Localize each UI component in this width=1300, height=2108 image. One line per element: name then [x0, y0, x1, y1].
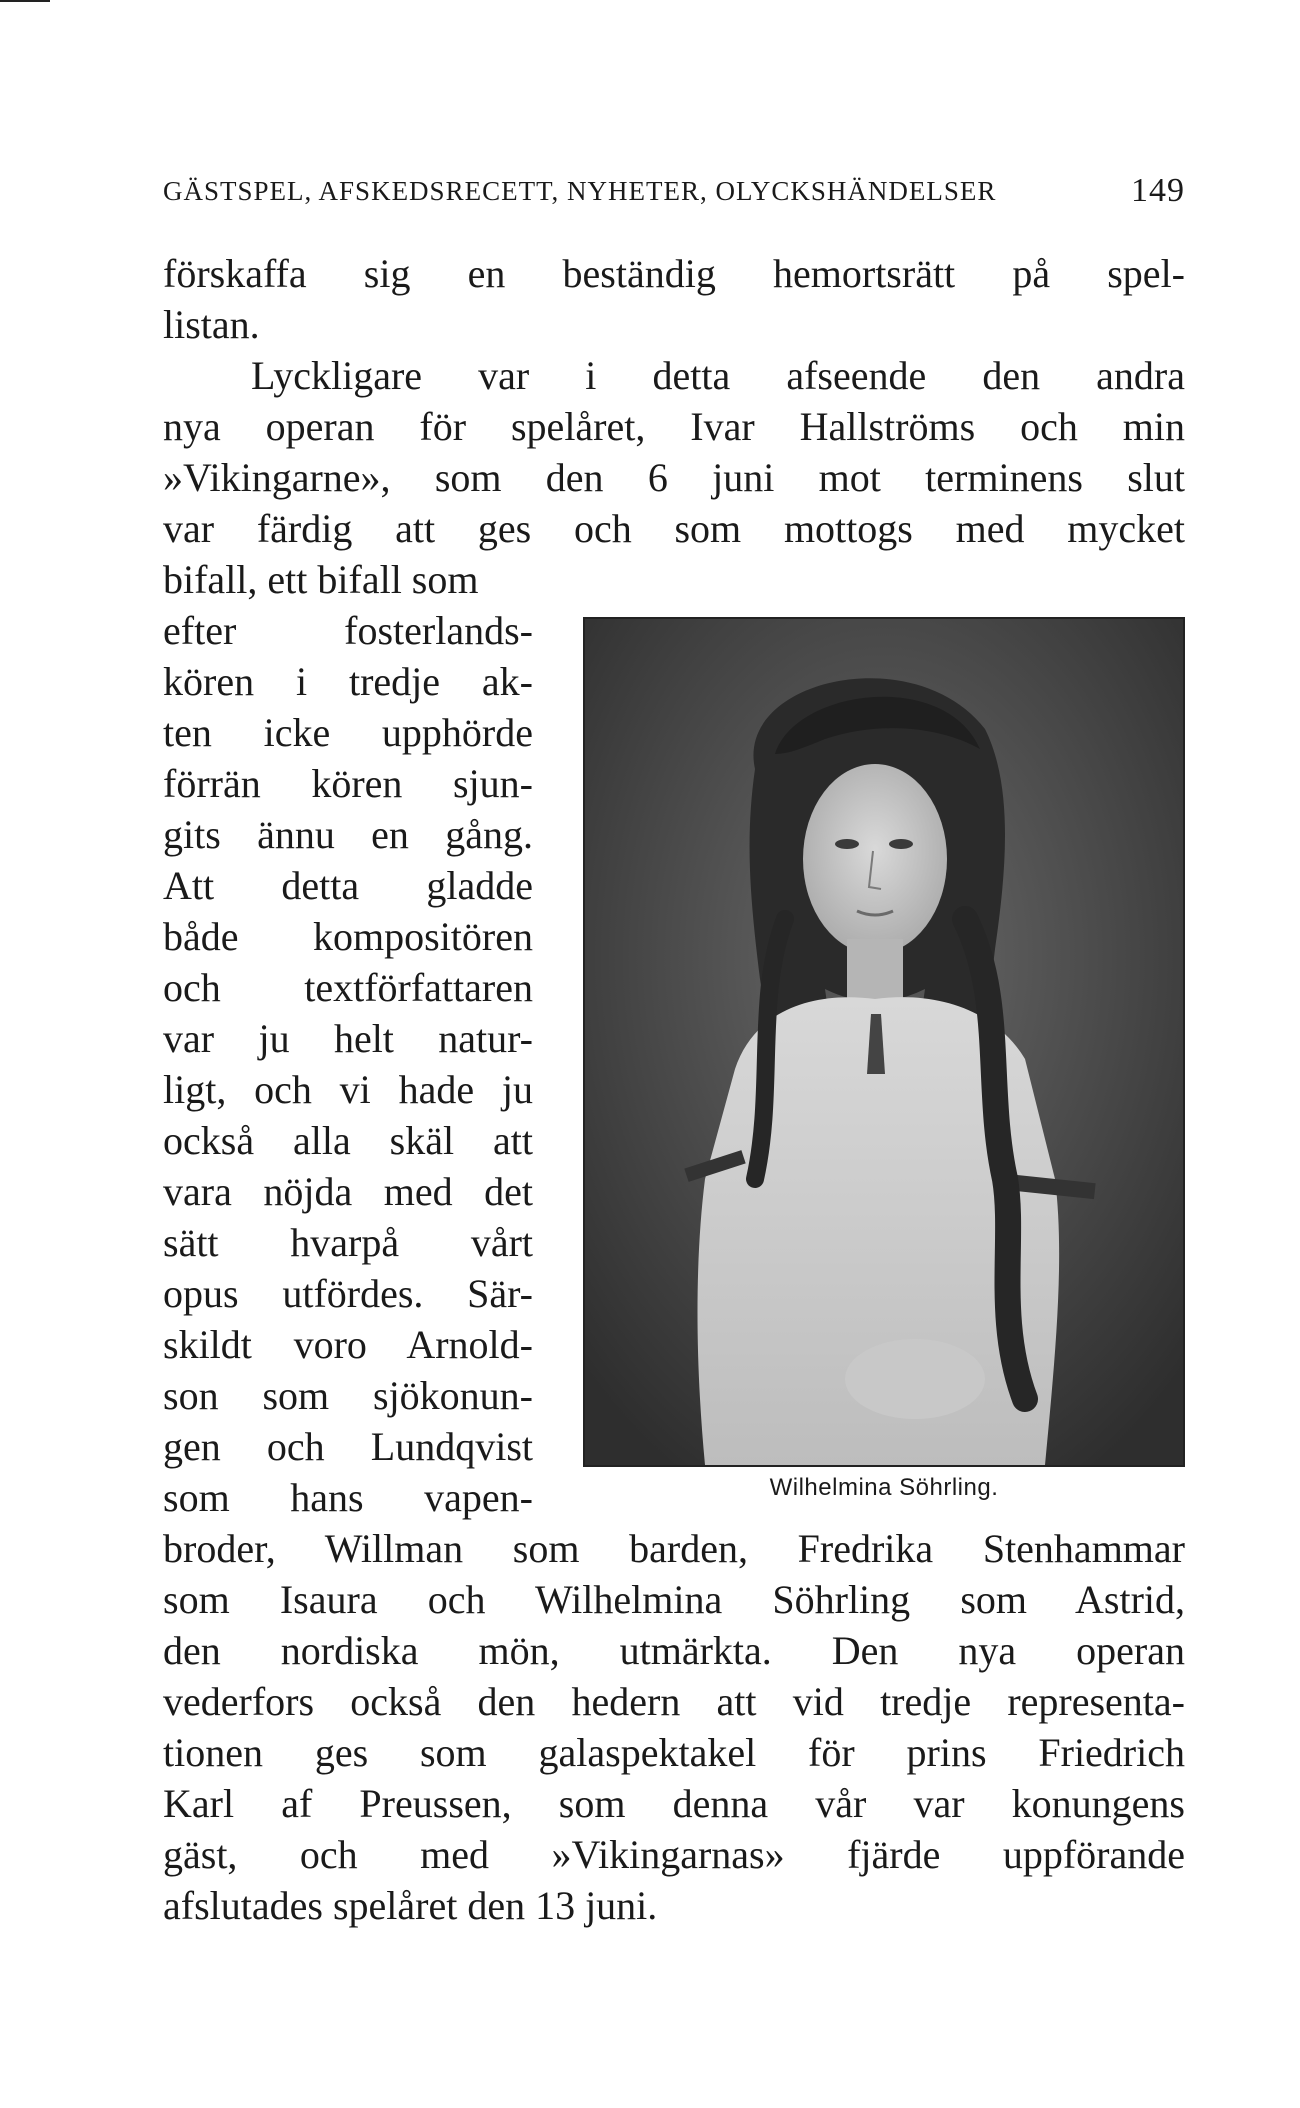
text-line: ten icke upphörde	[163, 710, 533, 755]
text-line: också alla skäl att	[163, 1118, 533, 1163]
portrait-photo	[583, 617, 1185, 1467]
text-line: som hans vapen-	[163, 1475, 533, 1520]
text-line: Lyckligare var i detta afseende den andra	[251, 353, 1185, 398]
text-line: vederfors också den hedern att vid tredje representa-	[163, 1679, 1185, 1724]
text-line: som Isaura och Wilhelmina Söhrling som Astrid,	[163, 1577, 1185, 1622]
text-line: skildt voro Arnold-	[163, 1322, 533, 1367]
text-line: ligt, och vi hade ju	[163, 1067, 533, 1112]
text-line: förrän kören sjun-	[163, 761, 533, 806]
top-rule	[0, 0, 50, 2]
text-line: son som sjökonun-	[163, 1373, 533, 1418]
text-line: bifall, ett bifall som	[163, 557, 479, 602]
text-line: gäst, och med »Vikingarnas» fjärde uppförande	[163, 1832, 1185, 1877]
text-line: förskaffa sig en beständig hemortsrätt på spel-	[163, 251, 1185, 296]
text-line: sätt hvarpå vårt	[163, 1220, 533, 1265]
text-line: kören i tredje ak-	[163, 659, 533, 704]
running-head-title: GÄSTSPEL, AFSKEDSRECETT, NYHETER, OLYCKSHÄNDELSER	[163, 176, 997, 206]
text-line: den nordiska mön, utmärkta. Den nya operan	[163, 1628, 1185, 1673]
text-line: vara nöjda med det	[163, 1169, 533, 1214]
text-line: gen och Lundqvist	[163, 1424, 533, 1469]
text-line: afslutades spelåret den 13 juni.	[163, 1883, 658, 1928]
text-line: nya operan för spelåret, Ivar Hallströms och min	[163, 404, 1185, 449]
figure-caption: Wilhelmina Söhrling.	[769, 1474, 999, 1501]
page-number: 149	[1131, 172, 1185, 209]
text-line: listan.	[163, 302, 260, 347]
text-line: Karl af Preussen, som denna vår var konungens	[163, 1781, 1185, 1826]
text-line: var färdig att ges och som mottogs med mycket	[163, 506, 1185, 551]
text-line: både kompositören	[163, 914, 533, 959]
portrait-illustration	[585, 619, 1183, 1465]
text-line: broder, Willman som barden, Fredrika Stenhammar	[163, 1526, 1185, 1571]
running-head	[163, 172, 1185, 216]
text-line: opus utfördes. Sär-	[163, 1271, 533, 1316]
text-line: efter fosterlands-	[163, 608, 533, 653]
text-line: »Vikingarne», som den 6 juni mot terminens slut	[163, 455, 1185, 500]
text-line: Att detta gladde	[163, 863, 533, 908]
text-line: var ju helt natur-	[163, 1016, 533, 1061]
text-line: och textförfattaren	[163, 965, 533, 1010]
text-line: tionen ges som galaspektakel för prins Friedrich	[163, 1730, 1185, 1775]
text-line: gits ännu en gång.	[163, 812, 533, 857]
